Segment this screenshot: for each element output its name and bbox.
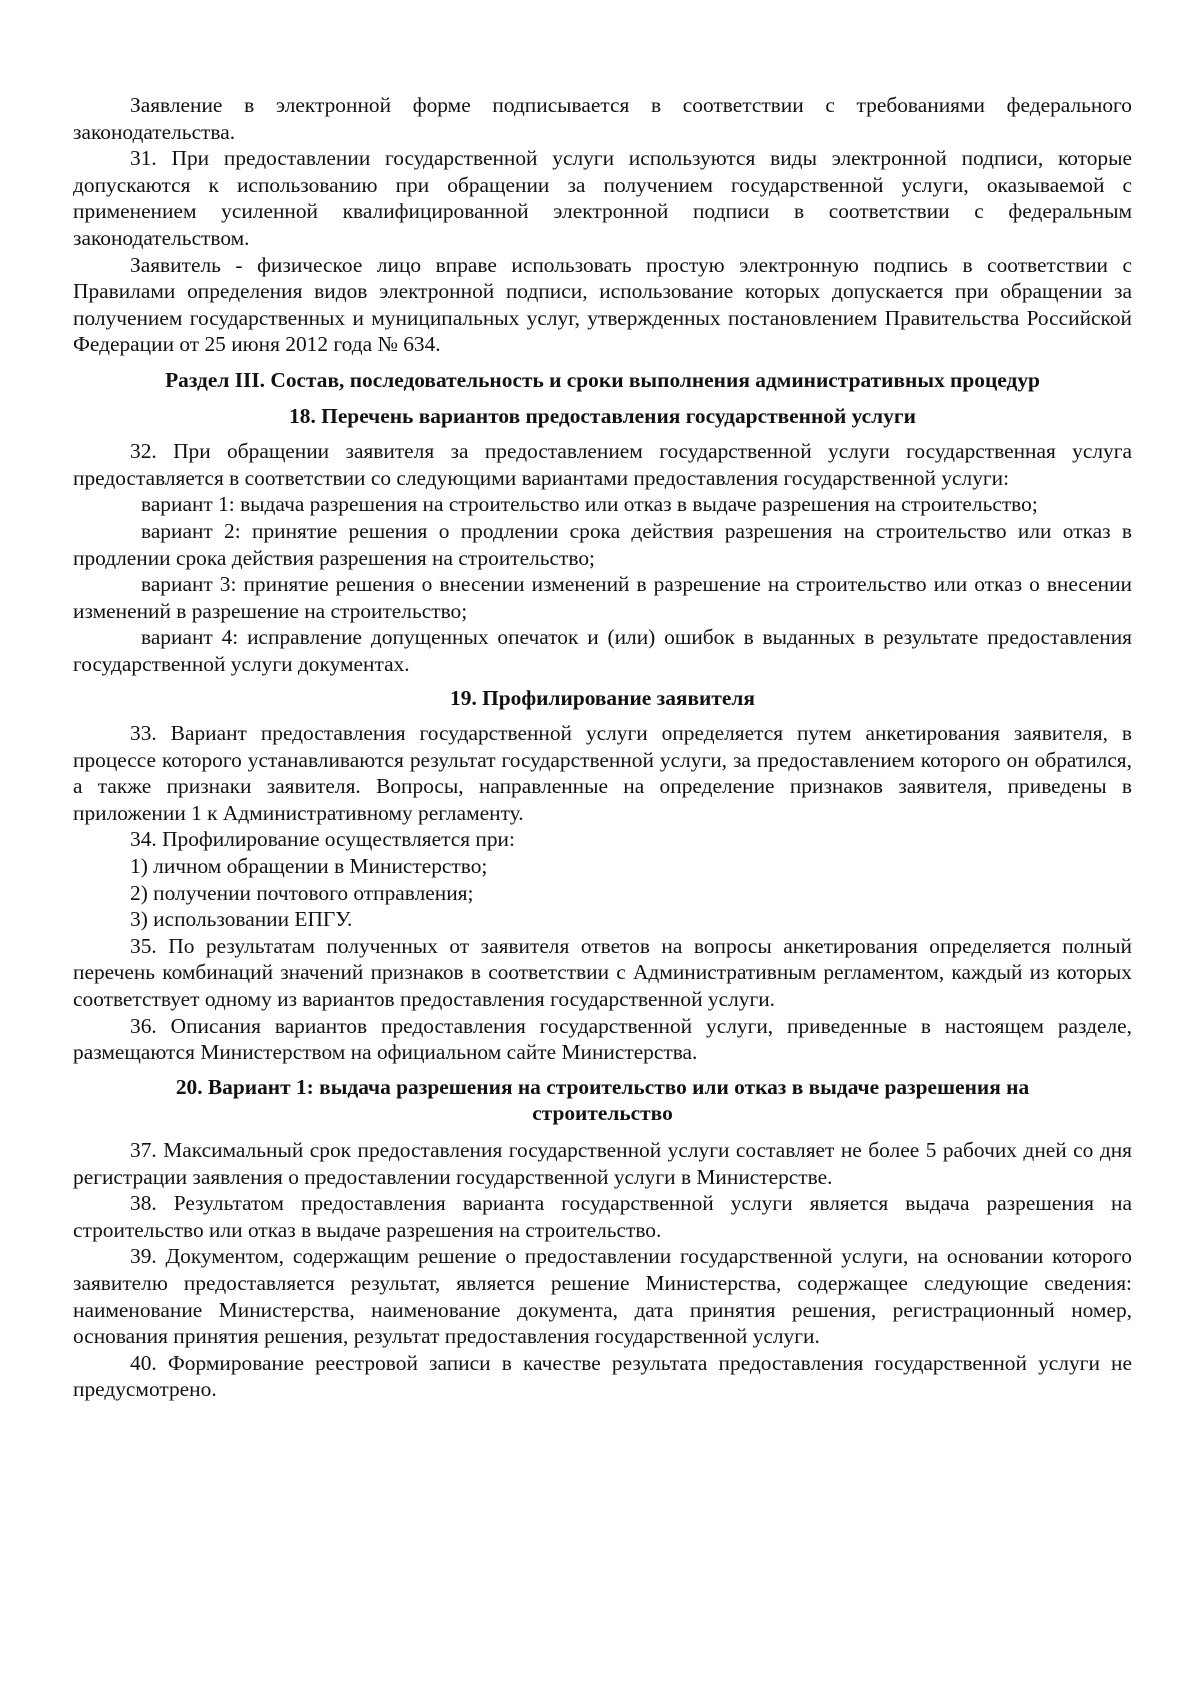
section-19-heading: 19. Профилирование заявителя [450,686,755,711]
section-20-heading-line1: 20. Вариант 1: выдача разрешения на строительство или отказ в выдаче разрешения на [175,1074,1030,1099]
variant-3-item: вариант 3: принятие решения о внесении изменений в разрешение на строительство или отказ о внесении изменений в разрешение на строительство; [73,572,1132,623]
section-3-heading: Раздел III. Состав, последовательность и сроки выполнения административных процедур [165,367,1040,392]
paragraph-37: 37. Максимальный срок предоставления государственной услуги составляет не более 5 рабочих дней со дня регистрации заявления о предоставлении государственной услуги в Министерстве. [73,1137,1132,1189]
paragraph-33: 33. Вариант предоставления государственной услуги определяется путем анкетирования заявителя, в процессе которого устанавливаются результат государственной услуги, за предоставлением которого он обратился, а также признаки заявителя. Вопросы, направленные на определение признаков заявителя, приведены в приложении 1 к Административному регламенту. [73,721,1132,825]
paragraph-31: 31. При предоставлении государственной услуги используются виды электронной подписи, которые допускаются к использованию при обращении за получением государственной услуги, оказываемой с применением усиленной квалифицированной электронной подписи в соответствии с федеральным законодательством. [73,146,1132,250]
paragraph-40: 40. Формирование реестровой записи в качестве результата предоставления государственной услуги не предусмотрено. [73,1350,1132,1402]
paragraph-electronic-form: Заявление в электронной форме подписывается в соответствии с требованиями федерального законодательства. [73,93,1132,144]
paragraph-39: 39. Документом, содержащим решение о предоставлении государственной услуги, на основании которого заявителю предоставляется результат, является решение Министерства, содержащее следующие сведения: наименование Министерства, наименование документа, дата принятия решения, регистрационный номер, основания принятия решения, результат предоставления государственной услуги. [73,1244,1132,1349]
profiling-list-item: 2) получении почтового отправления; [130,880,474,905]
paragraph-38: 38. Результатом предоставления варианта государственной услуги является выдача разрешения на строительство или отказ в выдаче разрешения на строительство. [73,1191,1132,1242]
variant-2-item: вариант 2: принятие решения о продлении срока действия разрешения на строительство или отказ в продлении срока действия разрешения на строительство; [73,518,1132,570]
profiling-list-item: 3) использовании ЕПГУ. [130,907,353,932]
paragraph-35: 35. По результатам полученных от заявителя ответов на вопросы анкетирования определяется полный перечень комбинаций значений признаков в соответствии с Административным регламентом, каждый из которых соответствует одному из вариантов предоставления государственной услуги. [73,933,1132,1011]
section-18-heading: 18. Перечень вариантов предоставления государственной услуги [289,403,916,428]
paragraph-applicant-signature: Заявитель - физическое лицо вправе использовать простую электронную подпись в соответствии с Правилами определения видов электронной подписи, использование которых допускается при обращении за получением государственных и муниципальных услуг, утвержденных постановлением Правительства Российской Федерации от 25 июня 2012 года № 634. [73,252,1132,357]
variant-1-item: вариант 1: выдача разрешения на строительство или отказ в выдаче разрешения на строительство; [141,492,1038,517]
paragraph-36: 36. Описания вариантов предоставления государственной услуги, приведенные в настоящем разделе, размещаются Министерством на официальном сайте Министерства. [73,1013,1132,1065]
section-20-heading-line2: строительство [532,1101,673,1126]
profiling-list-item: 1) личном обращении в Министерство; [130,854,488,879]
variant-4-item: вариант 4: исправление допущенных опечаток и (или) ошибок в выданных в результате предоставления государственной услуги документах. [73,625,1132,676]
paragraph-32: 32. При обращении заявителя за предоставлением государственной услуги государственная услуга предоставляется в соответствии со следующими вариантами предоставления государственной услуги: [73,439,1132,490]
paragraph-34: 34. Профилирование осуществляется при: [130,827,515,852]
section-20-heading [73,1074,1132,1127]
